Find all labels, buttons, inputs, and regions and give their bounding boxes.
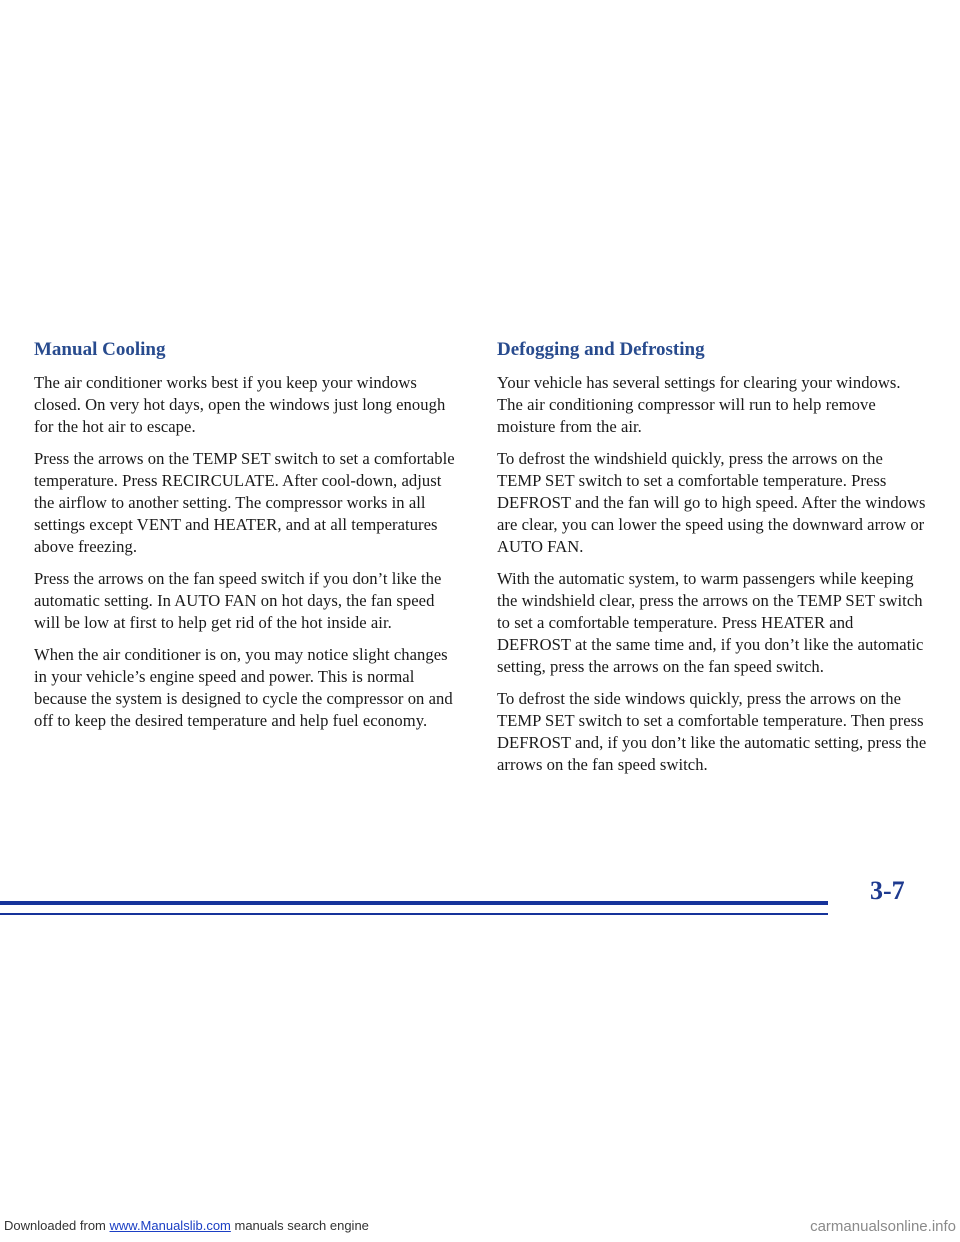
right-column [497,338,927,786]
section-heading-manual-cooling: Manual Cooling [34,339,166,360]
download-footer [0,1218,960,1238]
footer-rule-thin [0,913,828,915]
footer-rule-thick [0,901,828,905]
footer-source [4,1218,369,1233]
manualslib-link[interactable]: www.Manualslib.com [109,1218,231,1233]
paragraph: To defrost the windshield quickly, press the arrows on the TEMP SET switch to set a comfortable temperature. Press DEFROST and the fan will go to high speed. After the windows are clear, you can lower the speed using the downward arrow or AUTO FAN. [497,449,926,556]
section-heading-defogging: Defogging and Defrosting [497,339,705,360]
footer-suffix: manuals search engine [230,1218,369,1233]
paragraph: The air conditioner works best if you keep your windows closed. On very hot days, open the windows just long enough for the hot air to escape. [34,373,446,436]
left-column [34,338,458,742]
paragraph: Press the arrows on the fan speed switch if you don’t like the automatic setting. In AUTO FAN on hot days, the fan speed will be low at first to help get rid of the hot inside air. [34,569,442,632]
watermark: carmanualsonline.info [810,1218,956,1235]
paragraph: To defrost the side windows quickly, press the arrows on the TEMP SET switch to set a comfortable temperature. Then press DEFROST and, if you don’t like the automatic setting, press the arrows on the fan speed switch. [497,689,927,774]
paragraph: With the automatic system, to warm passengers while keeping the windshield clear, press the arrows on the TEMP SET switch to set a comfortable temperature. Press HEATER and DEFROST at the same time and, if you don’t like the automatic setting, press the arrows on the fan speed switch. [497,569,924,676]
page-number: 3-7 [870,876,905,905]
paragraph: Your vehicle has several settings for clearing your windows. The air conditioning compressor will run to help remove moisture from the air. [497,373,901,436]
footer-prefix: Downloaded from [4,1218,110,1233]
paragraph: When the air conditioner is on, you may notice slight changes in your vehicle’s engine speed and power. This is normal because the system is designed to cycle the compressor on and off to keep the desired temperature and help fuel economy. [34,645,453,730]
paragraph: Press the arrows on the TEMP SET switch to set a comfortable temperature. Press RECIRCULATE. After cool-down, adjust the airflow to another setting. The compressor works in all settings except VENT and HEATER, and at all temperatures above freezing. [34,449,455,556]
